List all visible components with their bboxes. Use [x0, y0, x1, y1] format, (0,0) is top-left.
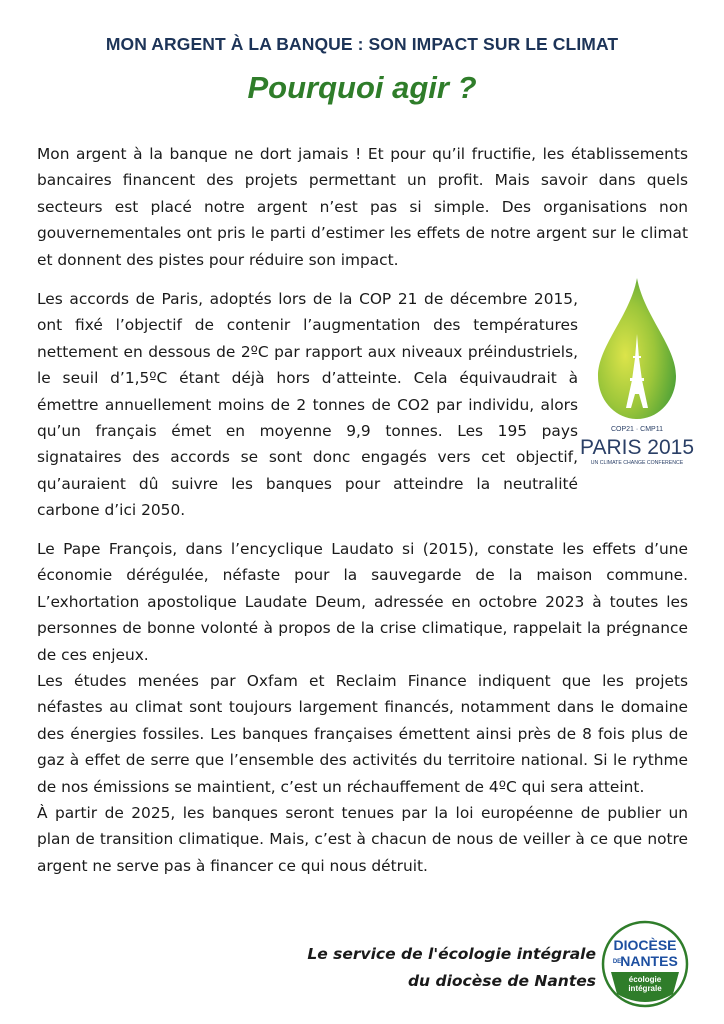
cop-top-line: COP21 · CMP11	[611, 426, 663, 433]
cop-bottom-line: UN CLIMATE CHANGE CONFERENCE	[590, 460, 684, 466]
cop-main-text: PARIS 2015	[580, 436, 694, 459]
paragraph-studies: Les études menées par Oxfam et Reclaim Finance indiquent que les projets néfastes au climat sont toujours largement financés, notamment dans le domaine des énergies fossiles. Les banques françaises émettent ainsi près de 8 fois plus de gaz à effet de serre que l’ensemble des activités du territoire national. Si le rythme de nos émissions se maintient, c’est un réchauffement de 4ºC qui sera atteint.	[37, 672, 688, 796]
paragraph-eu-law: À partir de 2025, les banques seront tenues par la loi européenne de publier un plan de transition climatique. Mais, c’est à chacun de nous de veiller à ce que notre argent ne serve pas à financer ce qui nous détruit.	[37, 804, 688, 875]
page-title: MON ARGENT À LA BANQUE : SON IMPACT SUR LE CLIMAT	[105, 34, 619, 54]
page-subtitle: Pourquoi agir ?	[247, 70, 477, 105]
paragraph-paris-accords: Les accords de Paris, adoptés lors de la COP 21 de décembre 2015, ont fixé l’objectif de contenir l’augmentation des températures nettement en dessous de 2ºC par rapport aux niveaux préindustriels, le seuil d’1,5ºC étant déjà hors d’atteinte. Cela équivaudrait à émettre annuellement moins de 2 tonnes de CO2 par individu, alors qu’un français émet en moyenne 9,9 tonnes. Les 195 pays signataires des accords se sont donc engagés vers cet objectif, qu’auraient dû suivre les banques pour atteindre la neutralité carbone d’ici 2050.	[37, 290, 578, 520]
diocese-nantes-word: NANTES	[620, 953, 678, 969]
diocese-ecologie: écologie	[628, 975, 662, 984]
diocese-word: DIOCÈSE	[613, 937, 677, 953]
diocese-integrale: intégrale	[628, 984, 662, 993]
signature	[290, 941, 596, 995]
eiffel-tower-leaf-icon	[598, 278, 676, 419]
paragraph-intro: Mon argent à la banque ne dort jamais ! Et pour qu’il fructifie, les établissements bancaires financent des projets permettant un profit. Mais savoir dans quels secteurs est placé notre argent n’est pas si simple. Des organisations non gouvernementales ont pris le parti d’estimer les effets de notre argent sur le climat et donnent des pistes pour réduire son impact.	[37, 145, 688, 269]
diocese-de: DE	[612, 959, 622, 965]
paragraph-pope: Le Pape François, dans l’encyclique Laudato si (2015), constate les effets d’une économie dérégulée, néfaste pour la sauvegarde de la maison commune. L’exhortation apostolique Laudate Deum, adressée en octobre 2023 à toutes les personnes de bonne volonté à propos de la crise climatique, rappelait la prégnance de ces enjeux.	[37, 540, 688, 664]
signature-line-2: du diocèse de Nantes	[407, 972, 596, 990]
cop21-paris-2015-logo	[580, 276, 694, 472]
paragraph-group	[37, 536, 688, 879]
diocese-nantes-logo	[601, 920, 689, 1008]
signature-line-1: Le service de l'écologie intégrale	[307, 945, 596, 963]
